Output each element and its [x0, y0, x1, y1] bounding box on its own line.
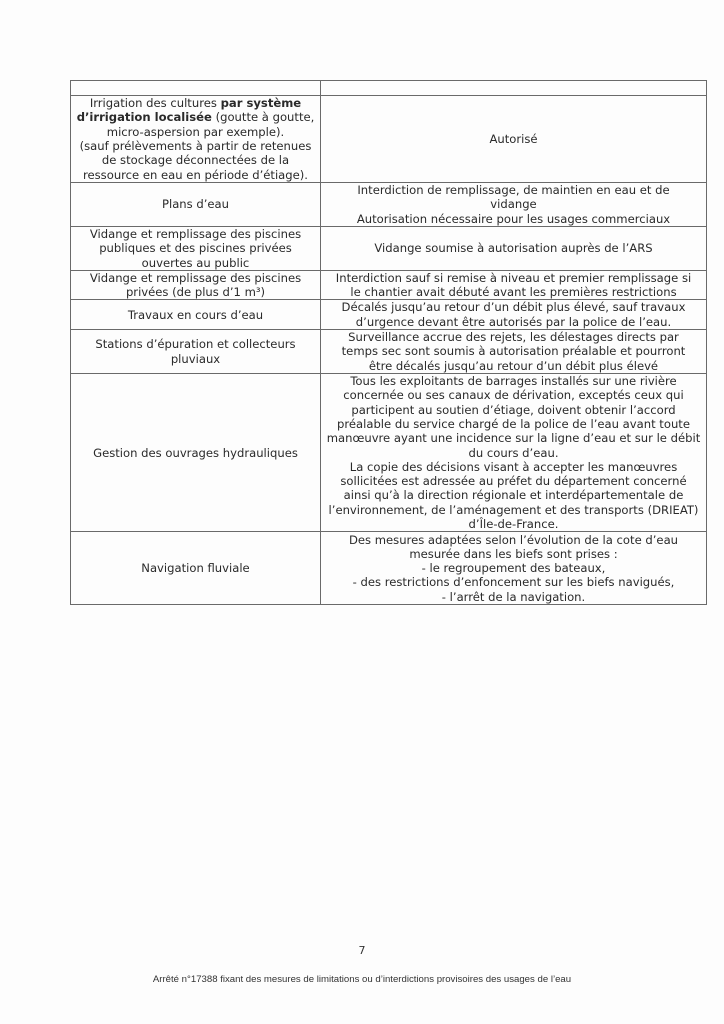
rule-line: participent au soutien d’étiage, doivent obtenir l’accord: [351, 402, 676, 417]
usage-text: Navigation fluviale: [141, 561, 250, 576]
usage-text: (goutte à goutte,: [211, 110, 315, 125]
rule-line: Décalés jusqu’au retour d’un débit plus élevé, sauf travaux: [341, 300, 686, 315]
usage-cell: [71, 270, 321, 300]
usage-text: Plans d’eau: [161, 197, 230, 212]
table-row: [71, 270, 707, 300]
usage-text: ouvertes au public: [141, 255, 250, 270]
table-row: [71, 300, 707, 330]
usage-cell: [71, 183, 321, 227]
rule-cell: [321, 226, 707, 270]
usage-text-bold: d’irrigation localisée: [76, 110, 212, 125]
usage-line: [74, 110, 317, 124]
rule-line: temps sec sont soumis à autorisation préalable et pourront: [341, 344, 686, 359]
table-row: [71, 183, 707, 227]
rule-cell: [321, 330, 707, 374]
rule-line: d’Île-de-France.: [468, 517, 559, 532]
usage-line: [74, 285, 317, 299]
usage-line: [74, 256, 317, 270]
table-row: [71, 96, 707, 183]
usage-line: [74, 308, 317, 322]
usage-line: [74, 125, 317, 139]
usage-line: [74, 139, 317, 153]
rule-cell: [321, 183, 707, 227]
rule-line: du cours d’eau.: [468, 445, 559, 460]
page-footer: Arrêté n°17388 fixant des mesures de limitations ou d’interdictions provisoires des usages de l’eau: [152, 974, 572, 985]
usage-line: [74, 271, 317, 285]
usage-line: [74, 337, 317, 351]
page-number: 7: [358, 944, 366, 957]
usage-text: Gestion des ouvrages hydrauliques: [93, 445, 298, 460]
empty-cell: [321, 81, 707, 96]
rule-line: sollicitées est adressée au préfet du département concerné: [340, 474, 687, 489]
empty-cell: [71, 81, 321, 96]
table-row: [71, 330, 707, 374]
rule-line: Vidange soumise à autorisation auprès de l’ARS: [374, 241, 653, 256]
water-restrictions-table: [70, 80, 707, 605]
usage-cell: [71, 330, 321, 374]
rule-cell: [321, 300, 707, 330]
usage-text: de stockage déconnectées de la: [101, 153, 290, 168]
usage-line: [74, 96, 317, 110]
table-row: [71, 532, 707, 605]
usage-line: [74, 241, 317, 255]
rule-line: d’urgence devant être autorisés par la police de l’eau.: [355, 314, 672, 329]
usage-line: [74, 352, 317, 366]
rule-cell: [321, 270, 707, 300]
usage-line: [74, 227, 317, 241]
usage-cell: [71, 532, 321, 605]
table-row: [71, 226, 707, 270]
usage-line: [74, 197, 317, 211]
table-row: [71, 374, 707, 532]
rule-line: mesurée dans les biefs sont prises :: [409, 546, 618, 561]
rule-line: Des mesures adaptées selon l’évolution de la cote d’eau: [348, 532, 679, 547]
rule-cell: [321, 532, 707, 605]
usage-cell: [71, 374, 321, 532]
rule-line: Autorisation nécessaire pour les usages commerciaux: [356, 211, 671, 226]
usage-text: Vidange et remplissage des piscines: [89, 270, 302, 285]
usage-text: Stations d’épuration et collecteurs: [95, 337, 296, 352]
usage-line: [74, 153, 317, 167]
rule-line: être décalés jusqu’au retour d’un débit plus élevé: [368, 358, 659, 373]
rule-line: ainsi qu’à la direction régionale et interdépartementale de: [343, 488, 684, 503]
rule-line: Autorisé: [489, 131, 538, 146]
usage-text: (sauf prélèvements à partir de retenues: [79, 139, 312, 153]
rule-cell: [321, 374, 707, 532]
usage-text: ressource en eau en période d’étiage).: [83, 167, 308, 182]
usage-cell: [71, 226, 321, 270]
usage-text: Travaux en cours d’eau: [127, 307, 264, 322]
usage-line: [74, 168, 317, 182]
rule-line: - des restrictions d’enfoncement sur les biefs navigués,: [352, 575, 675, 590]
rule-line: préalable du service chargé de la police de l’eau avant toute: [337, 416, 690, 431]
rule-line: manœuvre ayant une incidence sur la ligne d’eau et sur le débit: [326, 431, 701, 446]
rule-line: Interdiction sauf si remise à niveau et premier remplissage si: [335, 270, 692, 285]
rule-line: Surveillance accrue des rejets, les délestages directs par: [348, 330, 679, 345]
rule-line: - l’arrêt de la navigation.: [441, 589, 586, 604]
table-row-empty: [71, 81, 707, 96]
usage-cell: [71, 300, 321, 330]
usage-cell: [71, 96, 321, 183]
usage-text: Vidange et remplissage des piscines: [89, 226, 302, 241]
usage-line: [74, 446, 317, 460]
rule-line: vidange: [490, 197, 537, 212]
usage-line: [74, 561, 317, 575]
usage-text: publiques et des piscines privées: [99, 241, 292, 256]
usage-text: Irrigation des cultures: [89, 96, 221, 111]
rule-line: l’environnement, de l’aménagement et des transports (DRIEAT): [328, 502, 699, 517]
rule-cell: [321, 96, 707, 183]
usage-text: privées (de plus d’1 m³): [125, 285, 266, 300]
usage-text-bold: par système: [220, 96, 302, 111]
usage-text: micro-aspersion par exemple).: [106, 124, 285, 139]
rule-line: - le regroupement des bateaux,: [421, 561, 606, 576]
rule-line: Interdiction de remplissage, de maintien en eau et de: [357, 183, 670, 197]
usage-text: pluviaux: [170, 351, 221, 366]
rule-line: le chantier avait débuté avant les premières restrictions: [350, 285, 677, 300]
rule-line: La copie des décisions visant à accepter les manœuvres: [349, 459, 678, 474]
rule-line: concernée ou ses canaux de dérivation, exceptés ceux qui: [343, 388, 684, 403]
rule-line: Tous les exploitants de barrages installés sur une rivière: [350, 374, 677, 389]
